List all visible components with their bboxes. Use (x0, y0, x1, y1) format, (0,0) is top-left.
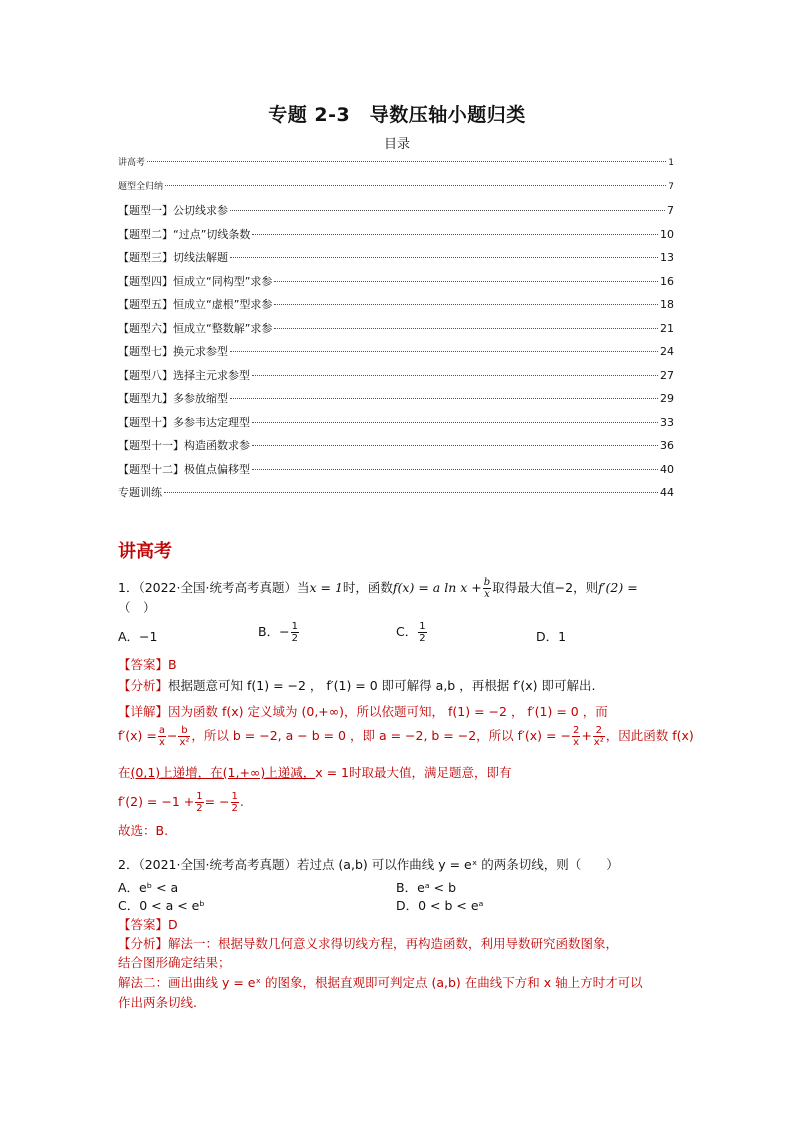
toc-dot-leader (252, 469, 658, 470)
q1-paren: （ ） (118, 600, 156, 615)
q1-conclusion: 故选：B. (118, 823, 169, 838)
toc-entry-page: 40 (660, 462, 674, 476)
toc-entry-page: 7 (667, 204, 674, 217)
toc-entry-label: 【题型七】换元求参型 (118, 345, 228, 358)
toc-entry-label: 【题型六】恒成立“整数解”求参 (118, 321, 273, 335)
toc-dot-leader (230, 398, 658, 399)
toc-entry[interactable] (118, 484, 674, 508)
table-of-contents (118, 155, 674, 508)
toc-entry[interactable] (118, 155, 674, 179)
toc-dot-leader (147, 161, 666, 162)
toc-entry-page: 44 (660, 486, 674, 499)
document-title: 专题 2-3 导数压轴小题归类 (268, 104, 526, 126)
q2-analysis-line3: 解法二：画出曲线 y = eˣ 的图象，根据直观即可判定点 (a,b) 在曲线下方和 x 轴上方时才可以 (118, 975, 643, 990)
q1-detail-line3: 在(0,1)上递增，在(1,+∞)上递减，x = 1时取最大值，满足题意，即有 (118, 765, 512, 780)
toc-entry[interactable] (118, 320, 674, 344)
toc-entry-page: 33 (660, 415, 674, 429)
toc-entry-label: 【题型十】多参韦达定理型 (118, 415, 250, 429)
toc-entry-page: 18 (660, 298, 674, 311)
toc-heading: 目录 (383, 137, 410, 152)
toc-entry-label: 专题训练 (118, 486, 162, 499)
toc-dot-leader (274, 281, 658, 282)
q2-option-a: A．eᵇ < a (118, 880, 179, 895)
q1-answer: 【答案】B (118, 657, 177, 672)
q2-option-c: C．0 < a < eᵇ (118, 898, 205, 913)
toc-dot-leader (274, 304, 658, 305)
q2-stem: 2．（2021·全国·统考高考真题）若过点 (a,b) 可以作曲线 y = eˣ 的两条切线，则（ ） (118, 857, 619, 872)
q1-option-b: B．− $\frac{1}{2}$ (258, 621, 298, 644)
q1-detail-line1: 【详解】因为函数 f(x) 定义域为 (0,+∞)，所以依题可知， f(1) = −2 ， f′(1) = 0 ，而 (118, 704, 608, 719)
toc-entry[interactable] (118, 343, 674, 367)
toc-entry[interactable] (118, 461, 674, 485)
toc-entry-label: 【题型三】切线法解题 (118, 251, 228, 264)
toc-dot-leader (274, 328, 658, 329)
toc-entry[interactable] (118, 367, 674, 391)
toc-entry-label: 【题型五】恒成立“虚根”型求参 (118, 298, 273, 311)
toc-dot-leader (252, 375, 658, 376)
toc-entry[interactable] (118, 226, 674, 250)
toc-entry-label: 【题型四】恒成立“同构型”求参 (118, 274, 273, 288)
q1-analysis: 【分析】根据题意可知 f(1) = −2 ， f′(1) = 0 即可解得 a,b ，再根据 f′(x) 即可解出. (118, 678, 596, 693)
q1-detail-line2: f′(x) = $\frac{a}{x}$ − $\frac{b}{\text{x²}}$ ，所以 b = −2, a − b = 0 ，即 a = −2, b = −2，所以 f′(x) = − $\frac{2}{x}$ + $\frac{2}{\text{x²}}$ ，因此函数 f(x) (118, 725, 694, 748)
toc-entry-page: 36 (660, 439, 674, 452)
toc-entry-label: 【题型十二】极值点偏移型 (118, 462, 250, 476)
toc-dot-leader (252, 234, 658, 235)
toc-entry-page: 10 (660, 227, 674, 241)
toc-dot-leader (252, 445, 658, 446)
toc-entry[interactable] (118, 179, 674, 203)
q2-option-b: B．eᵃ < b (396, 880, 457, 895)
q2-analysis-line1: 【分析】解法一：根据导数几何意义求得切线方程，再构造函数，利用导数研究函数图象， (118, 936, 619, 951)
toc-entry[interactable] (118, 390, 674, 414)
toc-entry[interactable] (118, 202, 674, 226)
q1-option-d: D．1 (536, 629, 567, 644)
toc-entry-page: 16 (660, 274, 674, 288)
toc-entry-label: 【题型一】公切线求参 (118, 204, 228, 217)
toc-dot-leader (230, 210, 665, 211)
toc-entry[interactable] (118, 273, 674, 297)
q2-analysis-line2: 结合图形确定结果； (118, 955, 231, 970)
toc-dot-leader (164, 492, 658, 493)
toc-entry-page: 13 (660, 251, 674, 264)
toc-dot-leader (165, 185, 666, 186)
toc-entry-page: 1 (668, 158, 674, 168)
toc-dot-leader (230, 257, 658, 258)
toc-entry-label: 【题型八】选择主元求参型 (118, 368, 250, 382)
q1-option-c: C． $\frac{1}{2}$ (396, 621, 426, 644)
toc-entry-page: 7 (668, 181, 674, 192)
toc-entry-label: 【题型二】“过点”切线条数 (118, 227, 251, 241)
q1-detail-line4: f′(2) = −1 + $\frac{1}{2}$ = − $\frac{1}{2}$ . (118, 791, 244, 814)
toc-entry-page: 21 (660, 321, 674, 335)
q2-analysis-line4: 作出两条切线. (118, 995, 197, 1010)
toc-dot-leader (252, 422, 658, 423)
q2-option-d: D．0 < b < eᵃ (396, 898, 484, 913)
toc-entry[interactable] (118, 296, 674, 320)
q1-option-a: A．−1 (118, 629, 158, 644)
toc-entry-label: 【题型九】多参放缩型 (118, 392, 228, 405)
section-heading: 讲高考 (118, 541, 172, 562)
toc-entry-label: 题型全归纳 (118, 181, 164, 192)
toc-entry-label: 【题型十一】构造函数求参 (118, 439, 250, 452)
toc-dot-leader (230, 351, 658, 352)
toc-entry-page: 29 (660, 392, 674, 405)
toc-entry[interactable] (118, 414, 674, 438)
toc-entry-label: 讲高考 (118, 158, 146, 168)
q1-stem: 1．（2022·全国·统考高考真题）当x = 1时，函数f(x) = a ln x + $\frac{b}{x}$ 取得最大值−2，则f′(2) = (118, 577, 638, 600)
q2-answer: 【答案】D (118, 917, 178, 932)
toc-entry[interactable] (118, 249, 674, 273)
toc-entry[interactable] (118, 437, 674, 461)
toc-entry-page: 24 (660, 345, 674, 358)
toc-entry-page: 27 (660, 368, 674, 382)
